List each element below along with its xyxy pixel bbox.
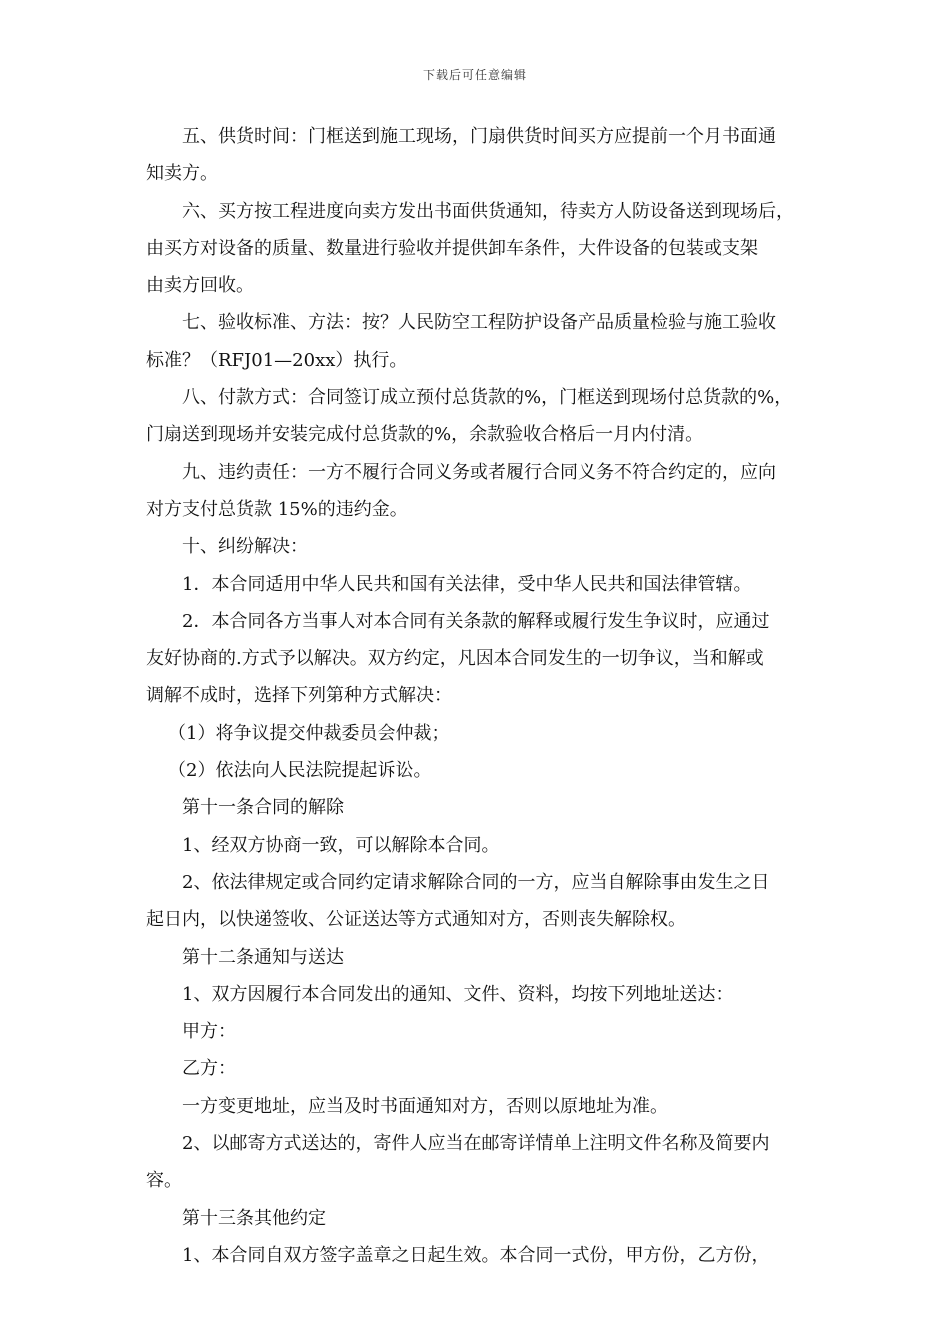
paragraph-line: 七、验收标准、方法：按？人民防空工程防护设备产品质量检验与施工验收 bbox=[182, 312, 776, 334]
section-heading: 第十二条通知与送达 bbox=[182, 946, 344, 968]
paragraph-line: 调解不成时，选择下列第种方式解决： bbox=[146, 685, 452, 707]
paragraph-line: （2）依法向人民法院提起诉讼。 bbox=[168, 760, 432, 782]
paragraph-line: 1、经双方协商一致，可以解除本合同。 bbox=[182, 834, 500, 856]
paragraph-line: 对方支付总货款 15%的违约金。 bbox=[146, 498, 408, 520]
paragraph-line: （1）将争议提交仲裁委员会仲裁； bbox=[168, 722, 450, 744]
paragraph-line: 友好协商的.方式予以解决。双方约定，凡因本合同发生的一切争议，当和解或 bbox=[146, 648, 764, 670]
paragraph-line: 一方变更地址，应当及时书面通知对方，否则以原地址为准。 bbox=[182, 1095, 668, 1117]
paragraph-line: 门扇送到现场并安装完成付总货款的%，余款验收合格后一月内付清。 bbox=[146, 424, 704, 446]
section-heading: 第十一条合同的解除 bbox=[182, 797, 344, 819]
contract-body bbox=[146, 118, 810, 1274]
paragraph-line: 1、双方因履行本合同发出的通知、文件、资料，均按下列地址送达： bbox=[182, 983, 734, 1005]
paragraph-line: 由买方对设备的质量、数量进行验收并提供卸车条件，大件设备的包装或支架 bbox=[146, 237, 758, 259]
paragraph-line: 九、违约责任：一方不履行合同义务或者履行合同义务不符合约定的，应向 bbox=[182, 461, 776, 483]
paragraph-line: 由卖方回收。 bbox=[146, 275, 254, 297]
paragraph-line: 五、供货时间：门框送到施工现场，门扇供货时间买方应提前一个月书面通 bbox=[182, 126, 776, 147]
section-heading: 第十三条其他约定 bbox=[182, 1207, 326, 1229]
party-b-address: 乙方： bbox=[182, 1058, 236, 1080]
paragraph-line: 1．本合同适用中华人民共和国有关法律，受中华人民共和国法律管辖。 bbox=[182, 573, 752, 595]
paragraph-line: 八、付款方式：合同签订成立预付总货款的%，门框送到现场付总货款的%， bbox=[182, 387, 793, 409]
paragraph-line: 2、依法律规定或合同约定请求解除合同的一方，应当自解除事由发生之日 bbox=[182, 871, 770, 893]
paragraph-line: 标准？（RFJ01—20xx）执行。 bbox=[146, 349, 408, 371]
paragraph-line: 起日内，以快递签收、公证送达等方式通知对方，否则丧失解除权。 bbox=[146, 909, 686, 931]
paragraph-line: 2、以邮寄方式送达的，寄件人应当在邮寄详情单上注明文件名称及简要内 bbox=[182, 1133, 770, 1155]
party-a-address: 甲方： bbox=[182, 1021, 236, 1043]
paragraph-line: 1、本合同自双方签字盖章之日起生效。本合同一式份，甲方份，乙方份， bbox=[182, 1244, 770, 1266]
paragraph-line: 六、买方按工程进度向卖方发出书面供货通知，待卖方人防设备送到现场后， bbox=[182, 200, 794, 222]
paragraph-line: 容。 bbox=[146, 1170, 182, 1192]
paragraph-line: 十、纠纷解决： bbox=[182, 536, 308, 558]
page-header: 下载后可任意编辑 bbox=[422, 68, 527, 82]
paragraph-line: 知卖方。 bbox=[146, 163, 218, 185]
paragraph-line: 2．本合同各方当事人对本合同有关条款的解释或履行发生争议时，应通过 bbox=[182, 610, 770, 632]
